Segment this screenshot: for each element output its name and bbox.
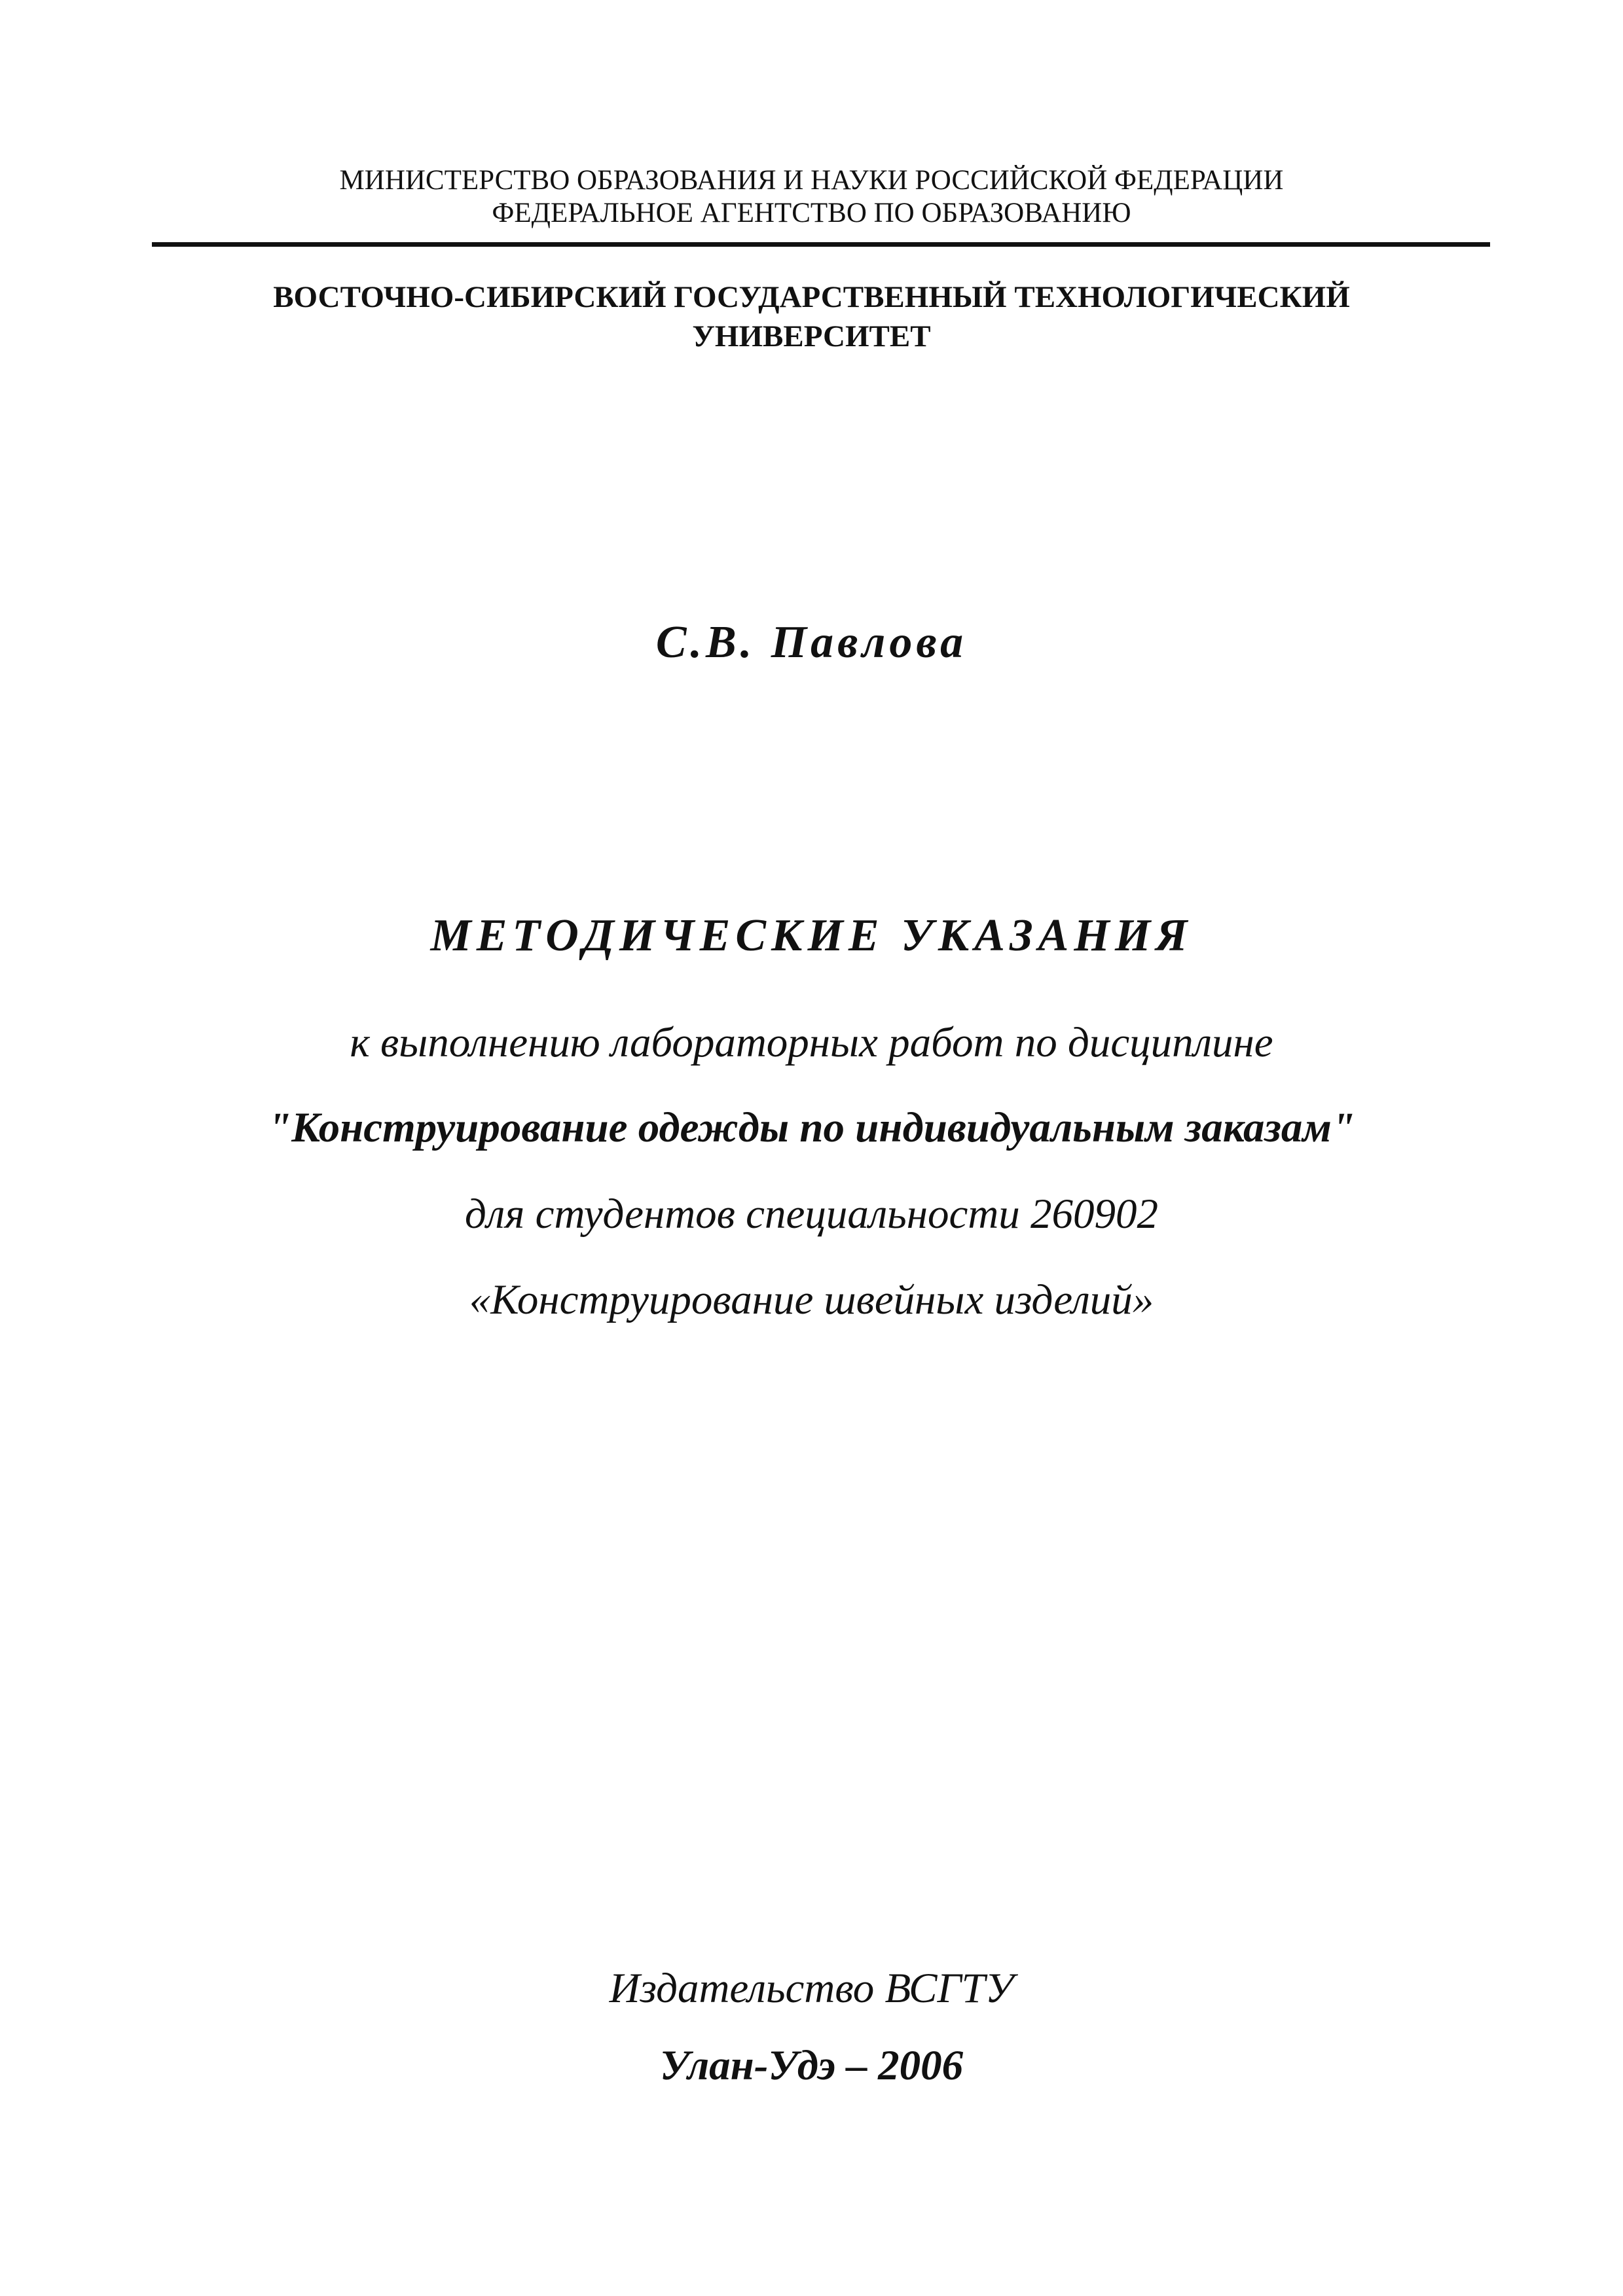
audience-line: для студентов специальности 260902	[464, 1191, 1159, 1238]
university-line-2: УНИВЕРСИТЕТ	[692, 319, 931, 353]
ministry-line-1: МИНИСТЕРСТВО ОБРАЗОВАНИЯ И НАУКИ РОССИЙСКОЙ ФЕДЕРАЦИИ	[339, 165, 1284, 196]
city-and-year: Улан-Удэ – 2006	[659, 2042, 964, 2089]
author-name: С.В. Павлова	[655, 617, 968, 668]
document-type-title: МЕТОДИЧЕСКИЕ УКАЗАНИЯ	[430, 910, 1193, 961]
university-line-1: ВОСТОЧНО-СИБИРСКИЙ ГОСУДАРСТВЕННЫЙ ТЕХНОЛОГИЧЕСКИЙ	[273, 280, 1350, 314]
ministry-line-2: ФЕДЕРАЛЬНОЕ АГЕНТСТВО ПО ОБРАЗОВАНИЮ	[492, 198, 1131, 228]
header-divider	[152, 242, 1490, 247]
publisher-name: Издательство ВСГТУ	[609, 1965, 1014, 2012]
discipline-name: "Конструирование одежды по индивидуальным заказам"	[267, 1104, 1356, 1151]
specialty-line: «Конструирование швейных изделий»	[469, 1276, 1154, 1323]
document-purpose: к выполнению лабораторных работ по дисциплине	[350, 1019, 1273, 1066]
